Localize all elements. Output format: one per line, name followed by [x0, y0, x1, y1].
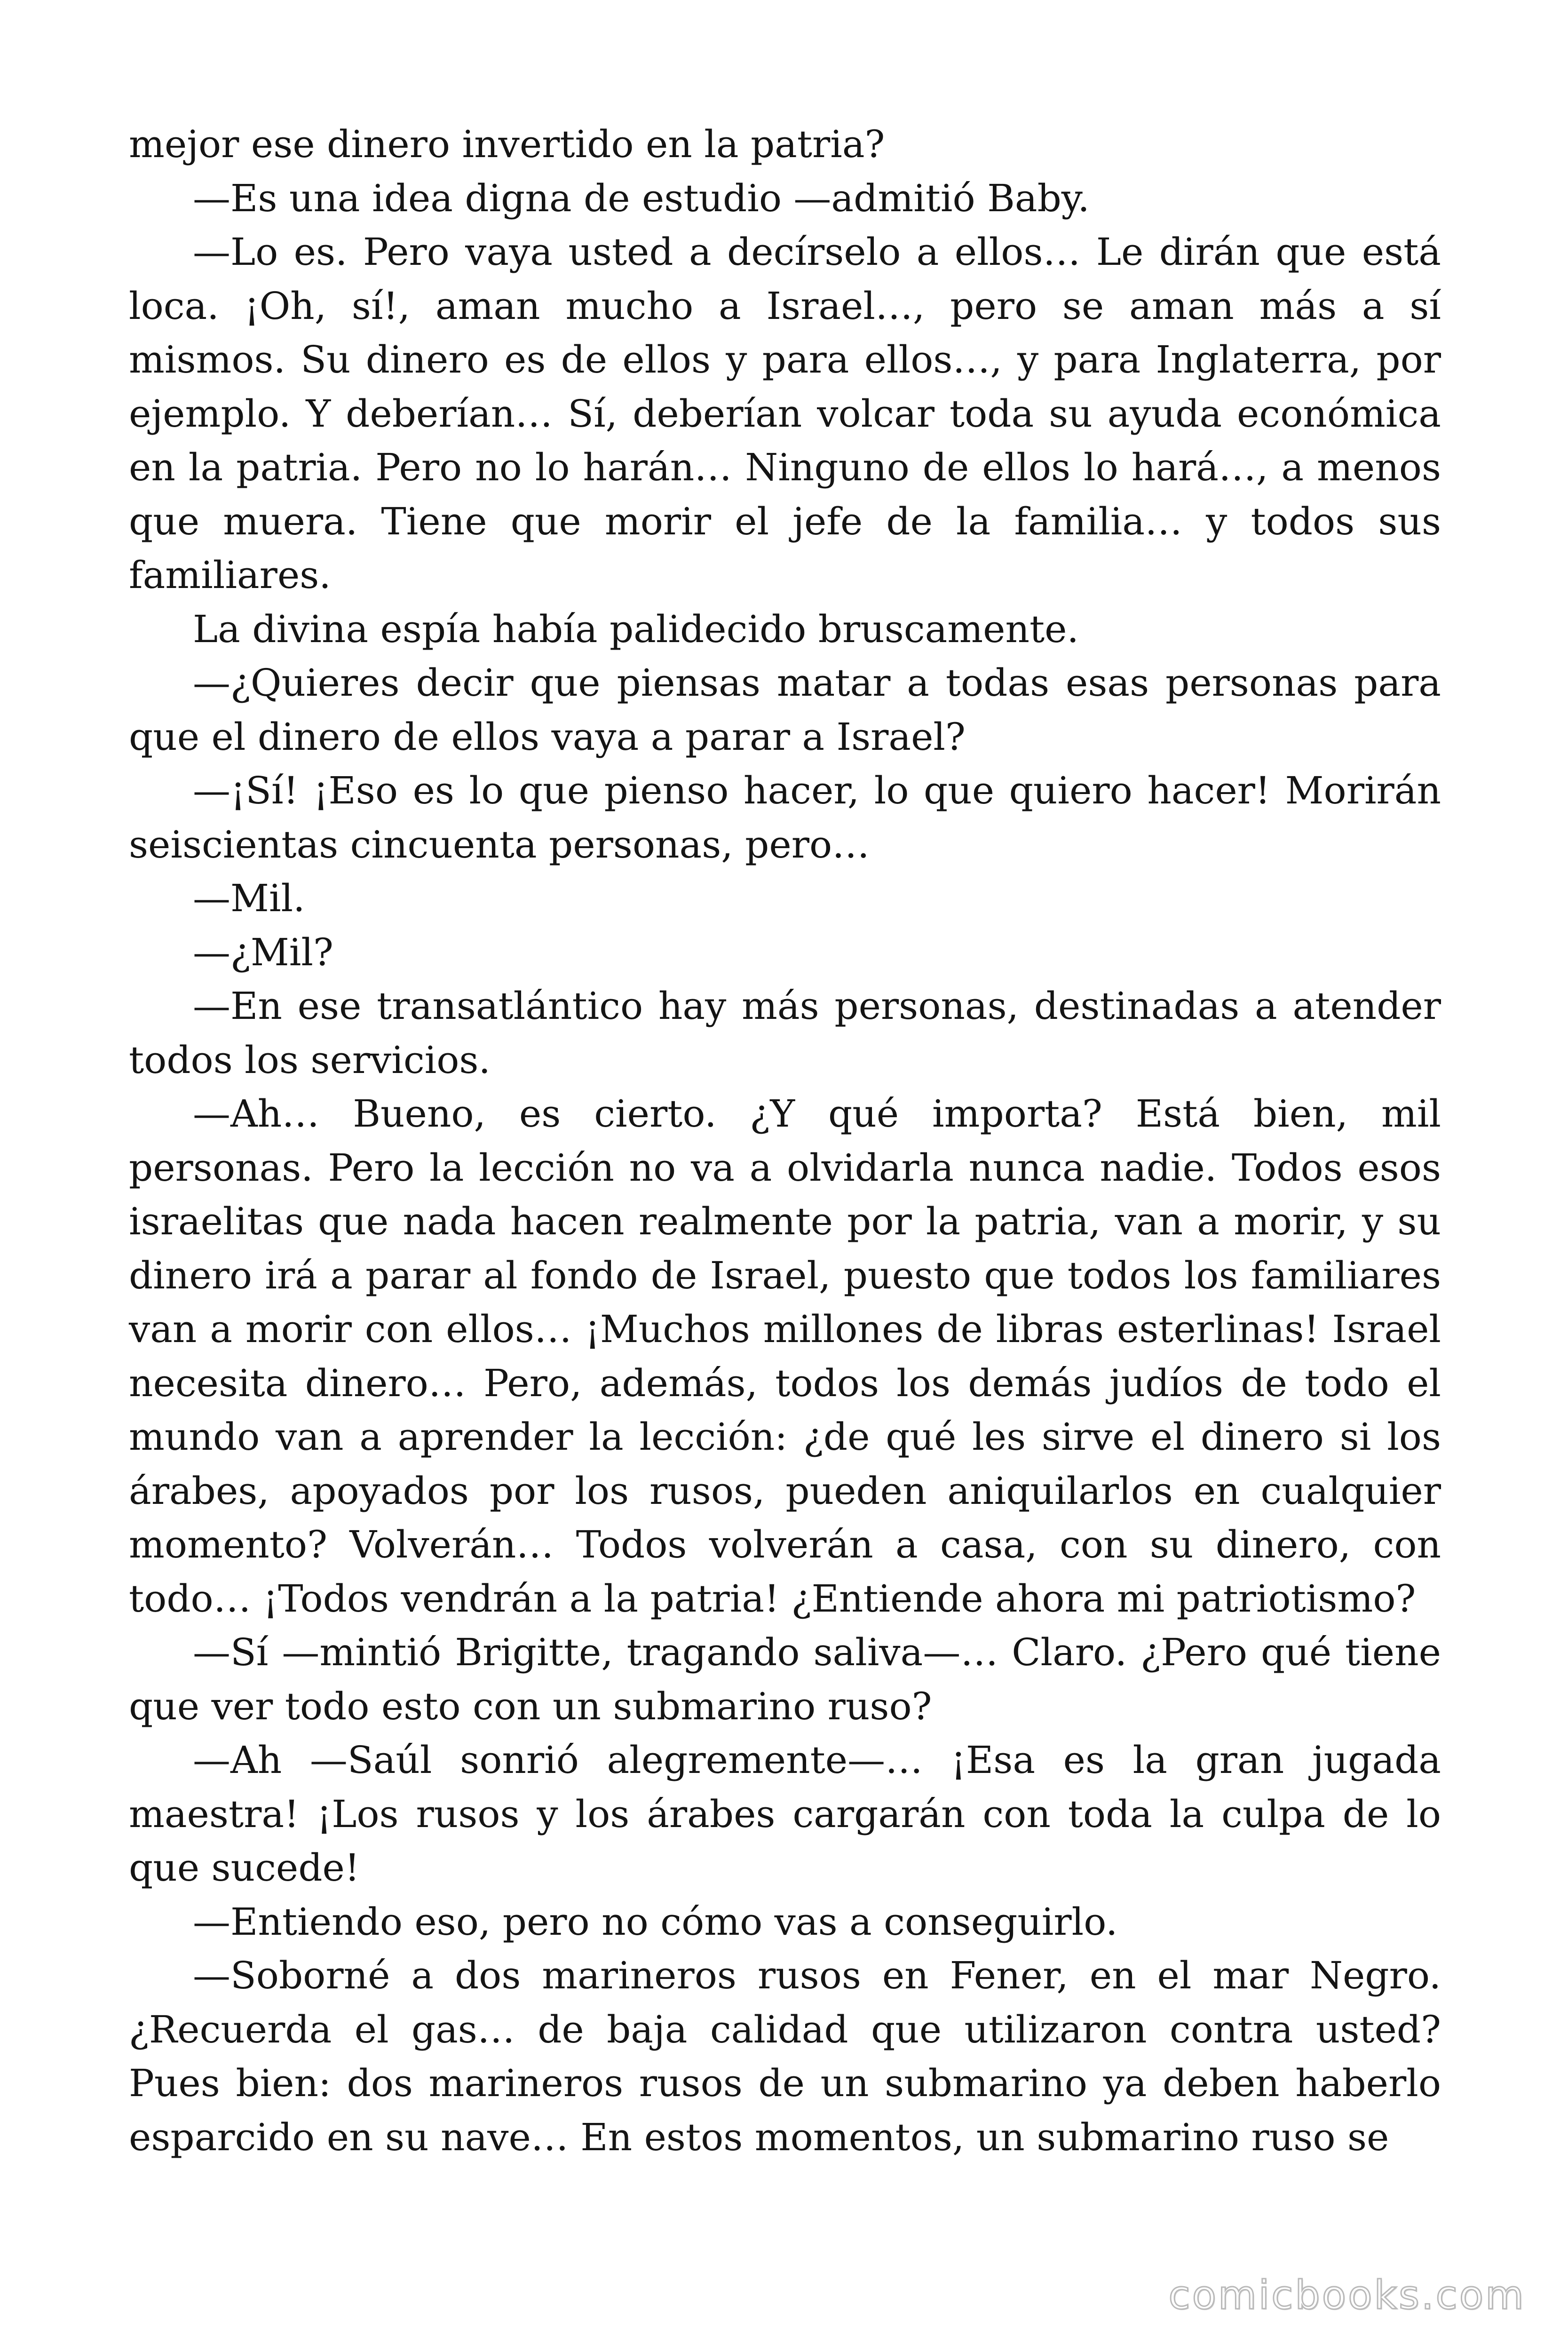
paragraph: —Ah —Saúl sonrió alegremente—… ¡Esa es la gran jugada maestra! ¡Los rusos y los árabes cargarán con toda la culpa de lo que sucede! [129, 1738, 1441, 1890]
paragraph: —¡Sí! ¡Eso es lo que pienso hacer, lo que quiero hacer! Morirán seiscientas cincuenta personas, pero… [129, 769, 1441, 866]
paragraph: La divina espía había palidecido bruscamente. [193, 607, 1079, 651]
paragraph: —Sí —mintió Brigitte, tragando saliva—… Claro. ¿Pero qué tiene que ver todo esto con un submarino ruso? [129, 1630, 1441, 1728]
paragraph: —Soborné a dos marineros rusos en Fener, en el mar Negro. ¿Recuerda el gas… de baja calidad que utilizaron contra usted? Pues bien: dos marineros rusos de un submarino ya deben haberlo esparcido en su nave… En estos momentos, un submarino ruso se [129, 1954, 1441, 2159]
paragraph: —Lo es. Pero vaya usted a decírselo a ellos… Le dirán que está loca. ¡Oh, sí!, aman mucho a Israel…, pero se aman más a sí mismos. Su dinero es de ellos y para ellos…, y para Inglaterra, por ejemplo. Y deberían… Sí, deberían volcar toda su ayuda económica en la patria. Pero no lo harán… Ninguno de ellos lo hará…, a menos que muera. Tiene que morir el jefe de la familia… y todos sus familiares. [129, 230, 1441, 597]
paragraph: —En ese transatlántico hay más personas, destinadas a atender todos los servicios. [129, 984, 1441, 1082]
paragraph: —Entiendo eso, pero no cómo vas a conseguirlo. [193, 1899, 1118, 1944]
paragraph: —Mil. [193, 876, 305, 920]
paragraph: —Es una idea digna de estudio —admitió Baby. [193, 176, 1090, 220]
paragraph: —Ah… Bueno, es cierto. ¿Y qué importa? Está bien, mil personas. Pero la lección no va a olvidarla nunca nadie. Todos esos israelitas que nada hacen realmente por la patria, van a morir, y su dinero irá a parar al fondo de Israel, puesto que todos los familiares van a morir con ellos… ¡Muchos millones de libras esterlinas! Israel necesita dinero… Pero, además, todos los demás judíos de todo el mundo van a aprender la lección: ¿de qué les sirve el dinero si los árabes, apoyados por los rusos, pueden aniquilarlos en cualquier momento? Volverán… Todos volverán a casa, con su dinero, con todo… ¡Todos vendrán a la patria! ¿Entiende ahora mi patriotismo? [129, 1092, 1441, 1621]
paragraph-continuation: mejor ese dinero invertido en la patria? [129, 122, 885, 166]
watermark-logo: comicbooks.com [1168, 2272, 1526, 2318]
page-body-text [129, 118, 1441, 2164]
paragraph: —¿Mil? [193, 930, 333, 974]
paragraph: —¿Quieres decir que piensas matar a todas esas personas para que el dinero de ellos vaya a parar a Israel? [129, 661, 1441, 759]
